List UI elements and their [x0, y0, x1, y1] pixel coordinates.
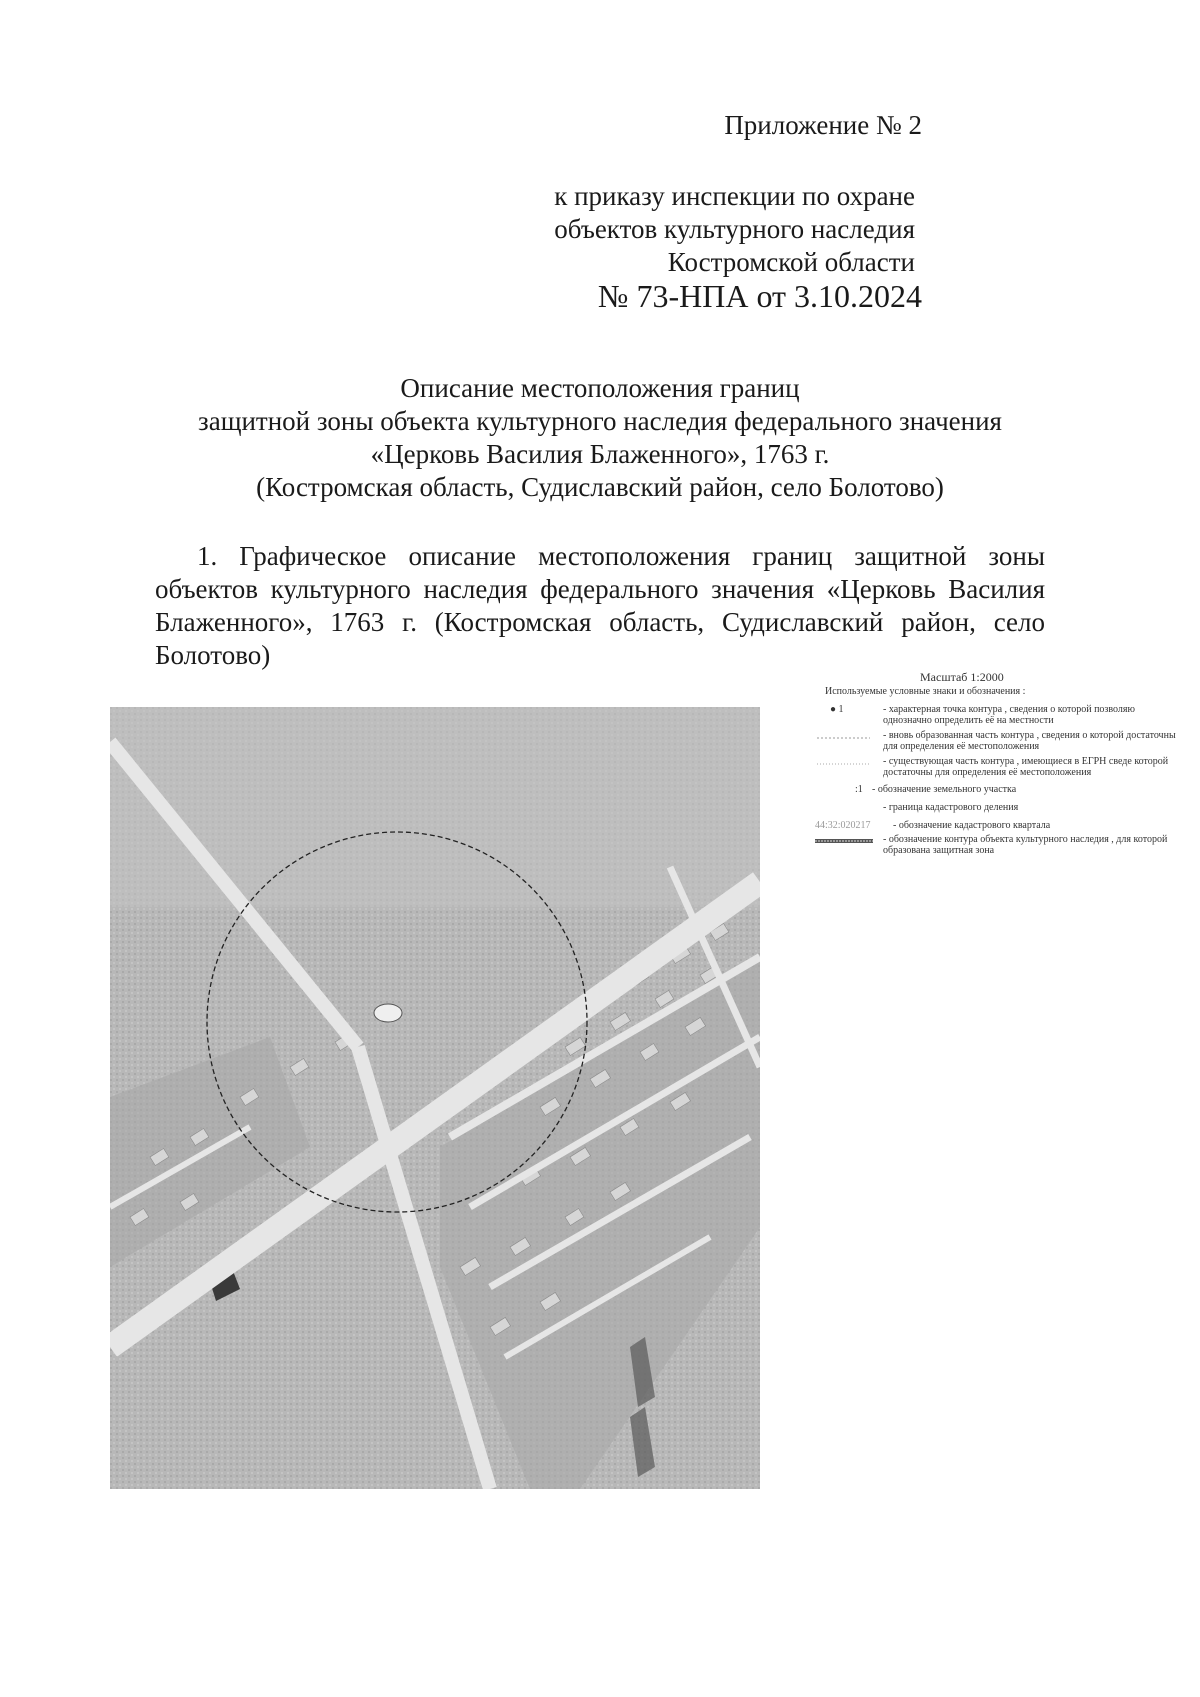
land-plot-symbol: :1	[855, 784, 863, 795]
order-reference	[554, 180, 915, 279]
title-line: защитной зоны объекта культурного наследия федерального значения	[198, 406, 1002, 436]
hatched-line-symbol	[815, 834, 877, 848]
cadastral-division-symbol	[815, 802, 877, 816]
church-contour	[374, 1004, 402, 1022]
order-line: к приказу инспекции по охране	[554, 181, 915, 211]
satellite-map	[110, 707, 760, 1489]
field-area	[110, 707, 760, 907]
document-title	[0, 372, 1200, 504]
dotted-line-symbol	[815, 730, 877, 744]
order-line: Костромской области	[667, 247, 915, 277]
map-scale: Масштаб 1:2000	[920, 670, 1004, 684]
section-1-text: 1. Графическое описание местоположения границ защитной зоны объектов культурного наследия федерального значения «Церковь Василия Блаженного», 1763 г. (Костромская область, Судиславский район, село Болотово)	[155, 541, 1045, 670]
section-1-paragraph	[155, 540, 1045, 672]
map-image	[110, 707, 760, 1489]
dash-line-symbol	[815, 756, 877, 770]
legend-symbol: ● 1	[830, 704, 844, 715]
legend-heading: Используемые условные знаки и обозначения :	[825, 686, 1026, 697]
title-line: (Костромская область, Судиславский район, село Болотово)	[256, 472, 944, 502]
title-line: Описание местоположения границ	[400, 373, 800, 403]
document-page: Приложение № 2 к приказу инспекции по охране объектов культурного наследия Костромской области № 73-НПА от 3.10.2024 Описание местоположения границ защитной зоны объекта культурного наследия федерального значения «Церковь Василия Блаженного», 1763 г. (Костромская область, Судиславский район, село Болотово) 1. Графическое описание местоположения границ защитной зоны объектов культурного наследия федерального значения «Церковь Василия Блаженного», 1763 г. (Костромская область, Судиславский район, село Болотово) Масштаб 1:2000 Используемые условные знаки и обозначения : ● 1 - характерная точка контура , сведения о которой позволяю однозначно определить её на местности - вновь образованная часть контура , сведения о которой достаточны для определения её местоположения - существующая часть контура , имеющиеся в ЕГРН сведе которой достаточны для определения её местоположения :1 - обозначение земельного участка - граница кадастрового деления 44:32:020217 - обозначение кадастрового квартала - обозначение контура объекта культурного наследия , для которой образована защитная зона	[0, 0, 1200, 1697]
title-line: «Церковь Василия Блаженного», 1763 г.	[370, 439, 830, 469]
order-line: объектов культурного наследия	[554, 214, 915, 244]
appendix-label: Приложение № 2	[724, 110, 922, 140]
cadastral-quarter-symbol: 44:32:020217	[815, 820, 871, 831]
order-number: № 73-НПА от 3.10.2024	[597, 278, 922, 314]
